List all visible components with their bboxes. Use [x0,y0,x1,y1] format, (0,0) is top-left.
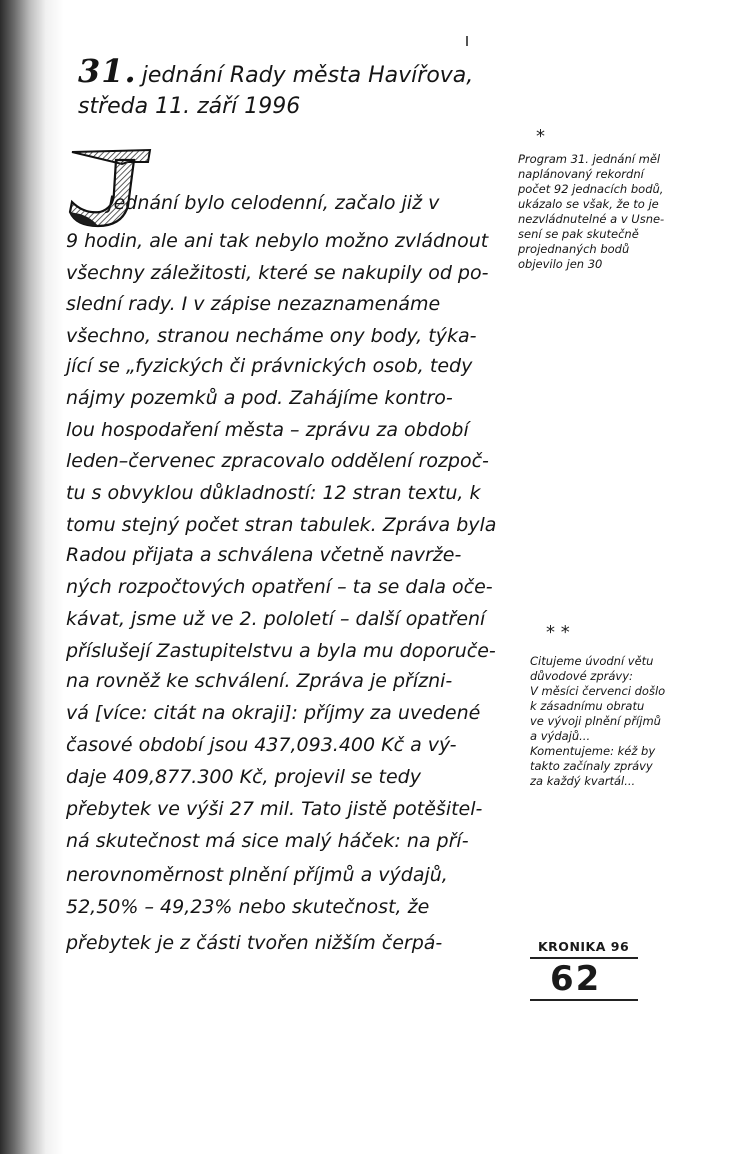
stamp-label: KRONIKA 96 [538,939,630,954]
decorative-initial-j [62,148,154,228]
note-line: důvodové zprávy: [530,669,633,683]
note-line: Komentujeme: kéž by [530,744,656,758]
body-line: všechno, stranou necháme ony body, týka- [66,325,477,347]
margin-note-program [518,152,718,272]
margin-note-quote [530,654,730,789]
body-line: ná skutečnost má sice malý háček: na pří- [66,830,469,852]
meeting-title: jednání Rady města Havířova, [141,63,474,88]
body-line: 52,50% – 49,23% nebo skutečnost, že [66,896,430,918]
note-line: nezvládnutelné a v Usne- [518,212,665,226]
entry-heading [78,52,498,119]
note-marker-2: * * [546,622,570,643]
body-line: leden–červenec zpracovalo oddělení rozpoč- [66,450,489,472]
meeting-number: 31. [78,52,137,90]
body-line: 9 hodin, ale ani tak nebylo možno zvládnout [66,230,489,252]
note-line: V měsíci červenci došlo [530,684,666,698]
note-line: projednaných bodů [518,242,630,256]
note-line: takto začínaly zprávy [530,759,653,773]
body-line: přebytek je z části tvořen nižším čerpá- [66,932,443,954]
note-line: Citujeme úvodní větu [530,654,654,668]
note-line: sení se pak skutečně [518,227,639,241]
page-number: 62 [530,957,638,1001]
note-line: ukázalo se však, že to je [518,197,659,211]
note-line: Program 31. jednání měl [518,152,661,166]
body-line: kávat, jsme už ve 2. pololetí – další opatření [66,608,486,630]
body-line: nájmy pozemků a pod. Zahájíme kontro- [66,387,453,409]
body-line: Radou přijata a schválena včetně navrže- [66,544,462,566]
body-line: příslušejí Zastupitelstvu a byla mu doporuče- [66,640,496,662]
meeting-date: středa 11. září 1996 [78,94,301,119]
body-line: nerovnoměrnost plnění příjmů a výdajů, [66,864,448,886]
initial-j-drawing [62,148,154,228]
pencil-mark [466,36,468,46]
chronicle-page-stamp [530,936,640,1001]
body-line: vá [více: citát na okraji]: příjmy za uvedené [66,702,481,724]
note-line: objevilo jen 30 [518,257,603,271]
note-line: naplánovaný rekordní [518,167,644,181]
body-line: ných rozpočtových opatření – ta se dala oče- [66,576,493,598]
body-line: všechny záležitosti, které se nakupily od po- [66,262,489,284]
body-line: časové období jsou 437,093.400 Kč a vý- [66,734,457,756]
body-line: tomu stejný počet stran tabulek. Zpráva byla [66,514,497,536]
body-line: přebytek ve výši 27 mil. Tato jistě potěšitel- [66,798,483,820]
body-line: Jednání bylo celodenní, začalo již v [108,192,440,214]
body-line: slední rady. I v zápise nezaznamenáme [66,293,441,315]
body-line: jící se „fyzických či právnických osob, tedy [66,355,473,377]
note-line: ve vývoji plnění příjmů [530,714,661,728]
note-line: počet 92 jednacích bodů, [518,182,664,196]
note-line: k zásadnímu obratu [530,699,645,713]
body-line: daje 409,877.300 Kč, projevil se tedy [66,766,421,788]
note-line: za každý kvartál... [530,774,636,788]
note-marker-1: * [536,126,545,147]
body-line: na rovněž ke schválení. Zpráva je přízni- [66,670,453,692]
body-line: tu s obvyklou důkladností: 12 stran textu, k [66,482,481,504]
body-line: lou hospodaření města – zprávu za období [66,419,469,441]
note-line: a výdajů... [530,729,591,743]
